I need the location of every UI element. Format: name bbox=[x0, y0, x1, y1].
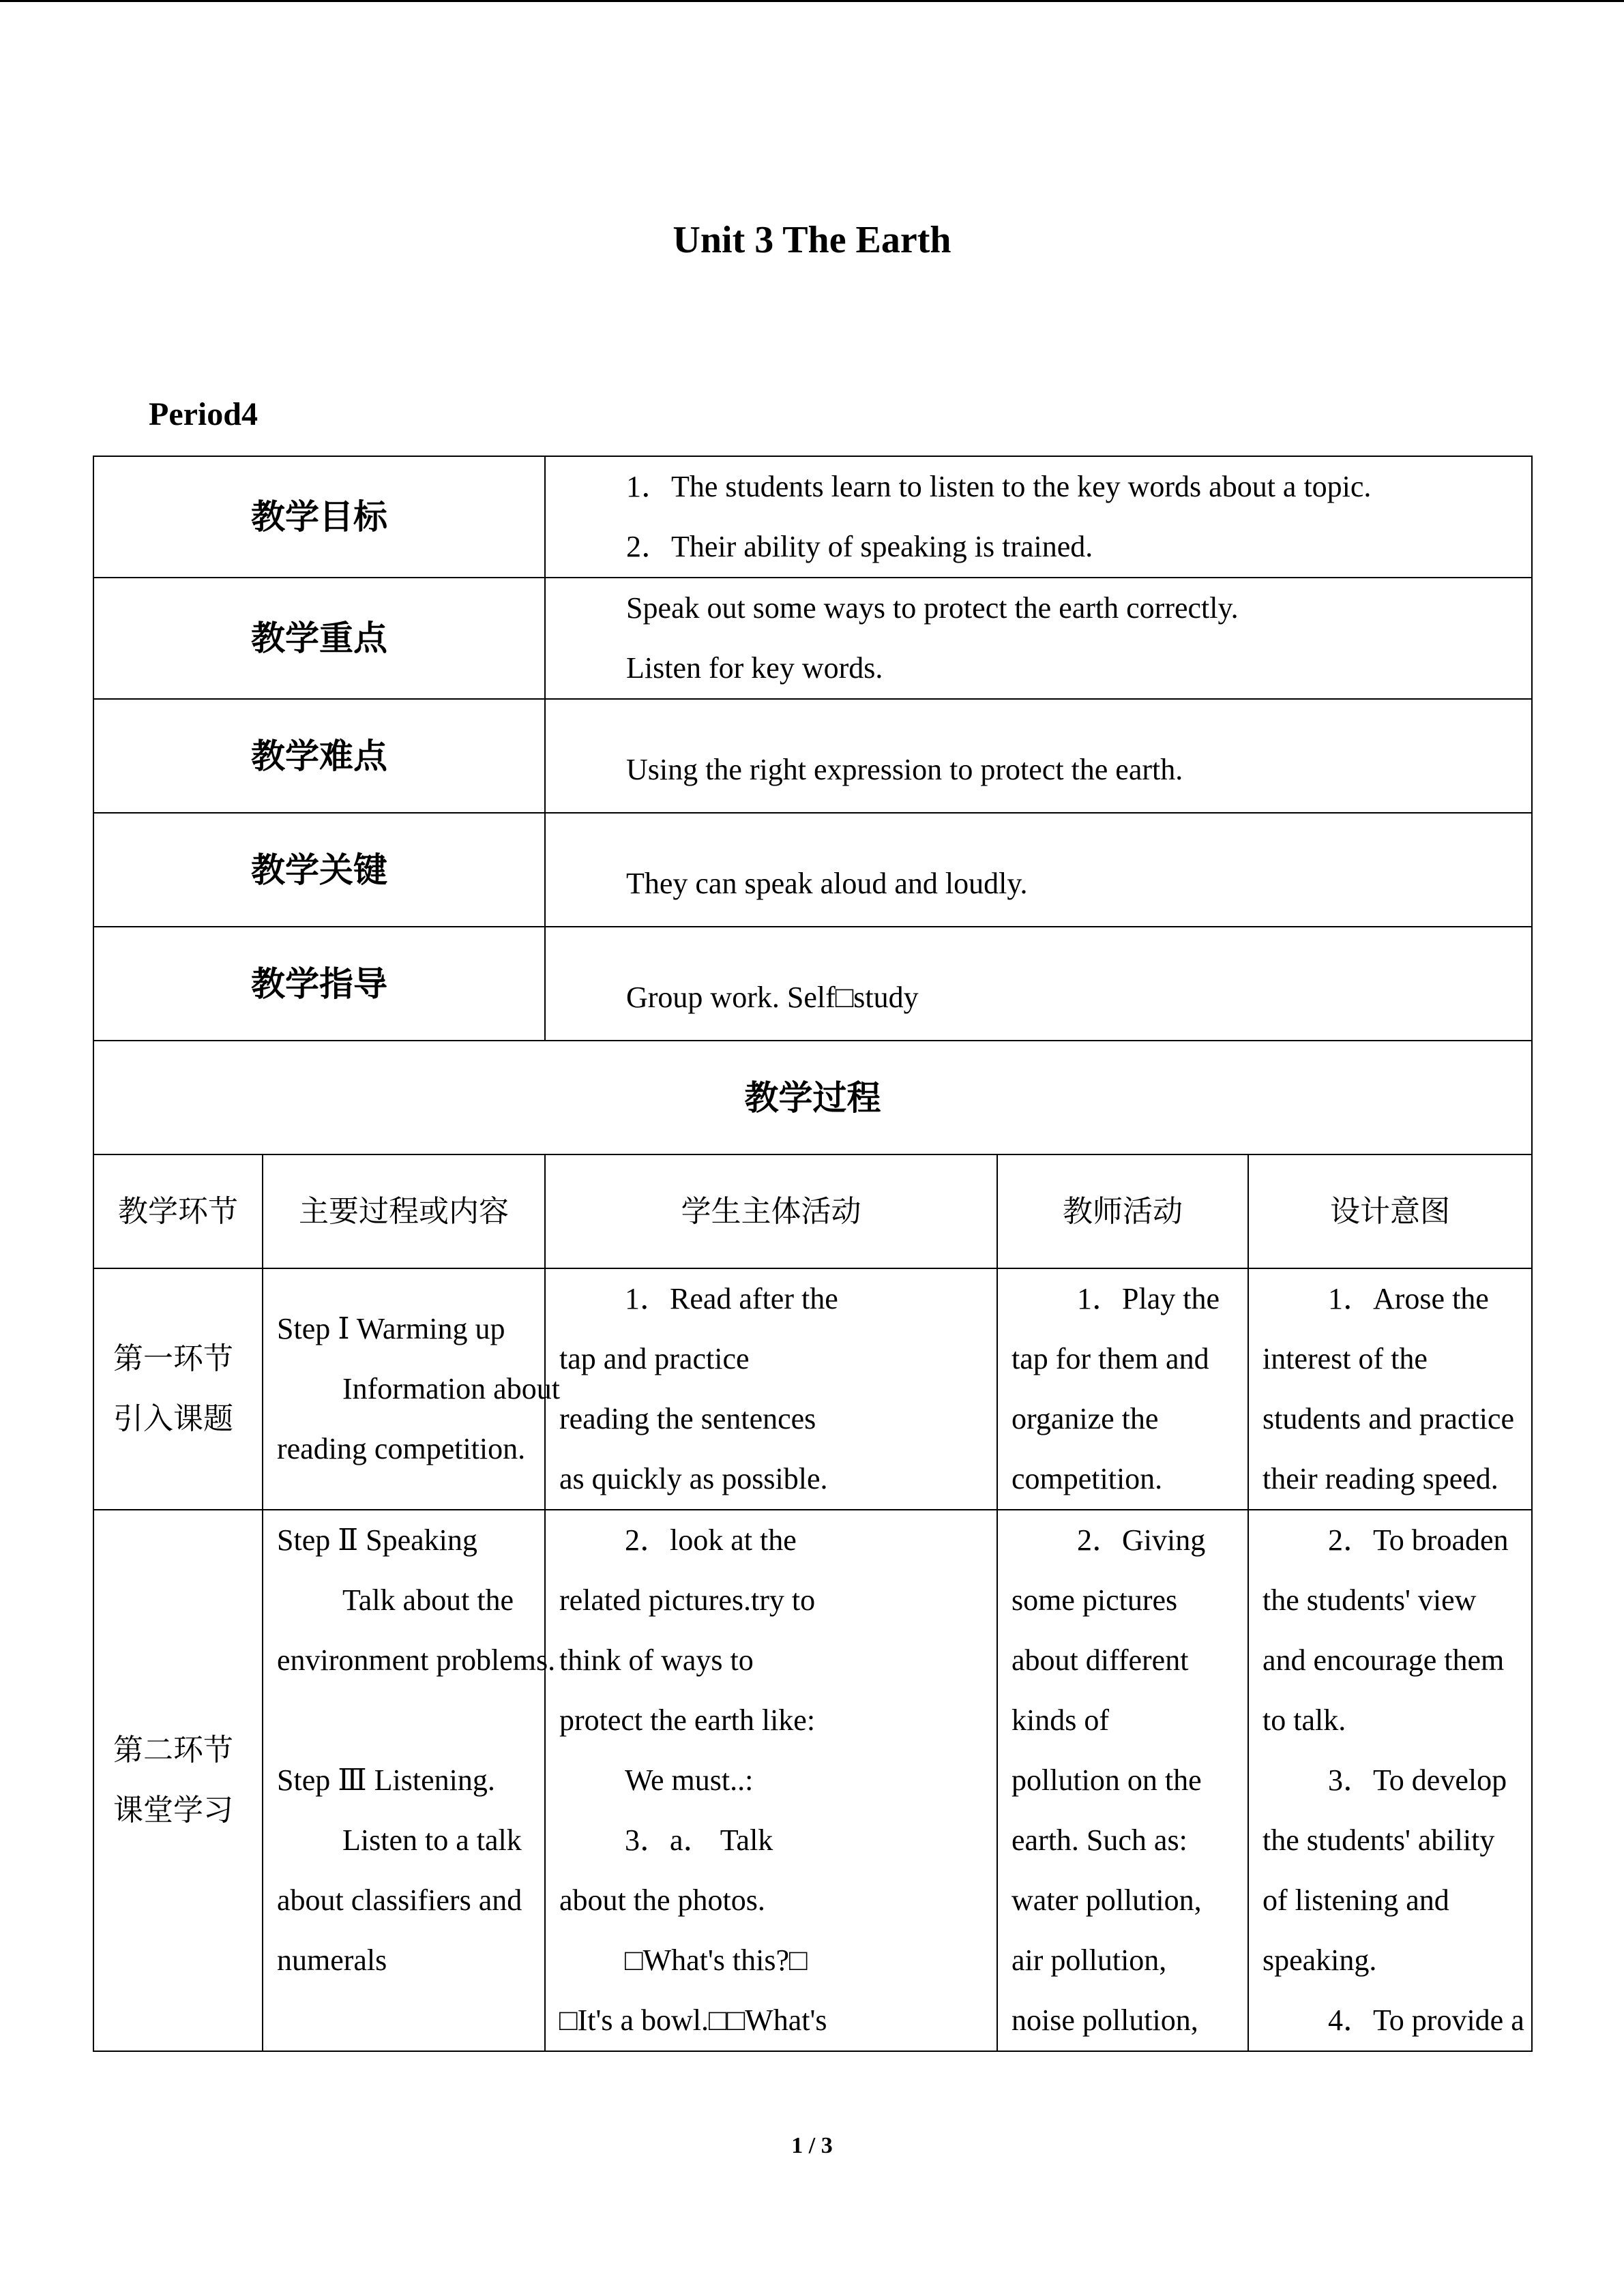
goal-value-cell bbox=[545, 456, 1532, 578]
stage1-intent: 1．Arose the interest of the students and practice their reading speed. bbox=[1248, 1268, 1532, 1510]
key-value-cell: They can speak aloud and loudly. bbox=[545, 813, 1532, 927]
column-header: 教师活动 bbox=[997, 1154, 1248, 1268]
goal-line: 1．The students learn to listen to the key words about a topic. bbox=[626, 470, 1372, 503]
goal-label-cell: 教学目标 bbox=[93, 456, 545, 578]
goal-line: 2．Their ability of speaking is trained. bbox=[626, 530, 1093, 563]
goal-row bbox=[93, 456, 1532, 578]
stage2-student: 2．look at the related pictures.try to think of ways to protect the earth like: We must..: 3．a． Talk about the photos. □What's this?□ □It's a bowl.□□What's bbox=[545, 1510, 997, 2051]
difficulty-row bbox=[93, 699, 1532, 813]
column-header: 主要过程或内容 bbox=[263, 1154, 545, 1268]
guide-value-cell: Group work. Self□study bbox=[545, 927, 1532, 1041]
key-row bbox=[93, 813, 1532, 927]
stage2-name: 第二环节 课堂学习 bbox=[93, 1510, 263, 2051]
stage1-student: 1．Read after the tap and practice reading the sentences as quickly as possible. bbox=[545, 1268, 997, 1510]
stage2-row bbox=[93, 1510, 1532, 2051]
focus-value-cell bbox=[545, 578, 1532, 699]
guide-row bbox=[93, 927, 1532, 1041]
stage1-content: Step Ⅰ Warming up Information about reading competition. bbox=[263, 1268, 545, 1510]
stage2-teacher: 2．Giving some pictures about different kinds of pollution on the earth. Such as: water pollution, air pollution, noise pollution, bbox=[997, 1510, 1248, 2051]
key-label-cell: 教学关键 bbox=[93, 813, 545, 927]
process-title: 教学过程 bbox=[93, 1041, 1532, 1154]
column-header: 设计意图 bbox=[1248, 1154, 1532, 1268]
lesson-plan-table bbox=[93, 456, 1533, 2052]
focus-line: Listen for key words. bbox=[626, 651, 883, 685]
top-border bbox=[0, 0, 1624, 2]
stage1-row bbox=[93, 1268, 1532, 1510]
stage1-name: 第一环节 引入课题 bbox=[93, 1268, 263, 1510]
difficulty-value-cell: Using the right expression to protect the earth. bbox=[545, 699, 1532, 813]
column-header-row bbox=[93, 1154, 1532, 1268]
focus-line: Speak out some ways to protect the earth correctly. bbox=[626, 591, 1239, 625]
focus-row bbox=[93, 578, 1532, 699]
page-number: 1 / 3 bbox=[791, 2133, 833, 2158]
document-title: Unit 3 The Earth bbox=[673, 219, 951, 261]
stage1-teacher: 1．Play the tap for them and organize the competition. bbox=[997, 1268, 1248, 1510]
guide-label-cell: 教学指导 bbox=[93, 927, 545, 1041]
stage2-intent: 2．To broaden the students' view and encourage them to talk. 3．To develop the students' ability of listening and speaking. 4．To provide a bbox=[1248, 1510, 1532, 2051]
stage2-content: Step Ⅱ Speaking Talk about the environment problems. Step Ⅲ Listening. Listen to a talk about classifiers and numerals bbox=[263, 1510, 545, 2051]
process-title-row bbox=[93, 1041, 1532, 1154]
focus-label-cell: 教学重点 bbox=[93, 578, 545, 699]
column-header: 教学环节 bbox=[93, 1154, 263, 1268]
period-label: Period4 bbox=[149, 396, 258, 432]
column-header: 学生主体活动 bbox=[545, 1154, 997, 1268]
difficulty-label-cell: 教学难点 bbox=[93, 699, 545, 813]
